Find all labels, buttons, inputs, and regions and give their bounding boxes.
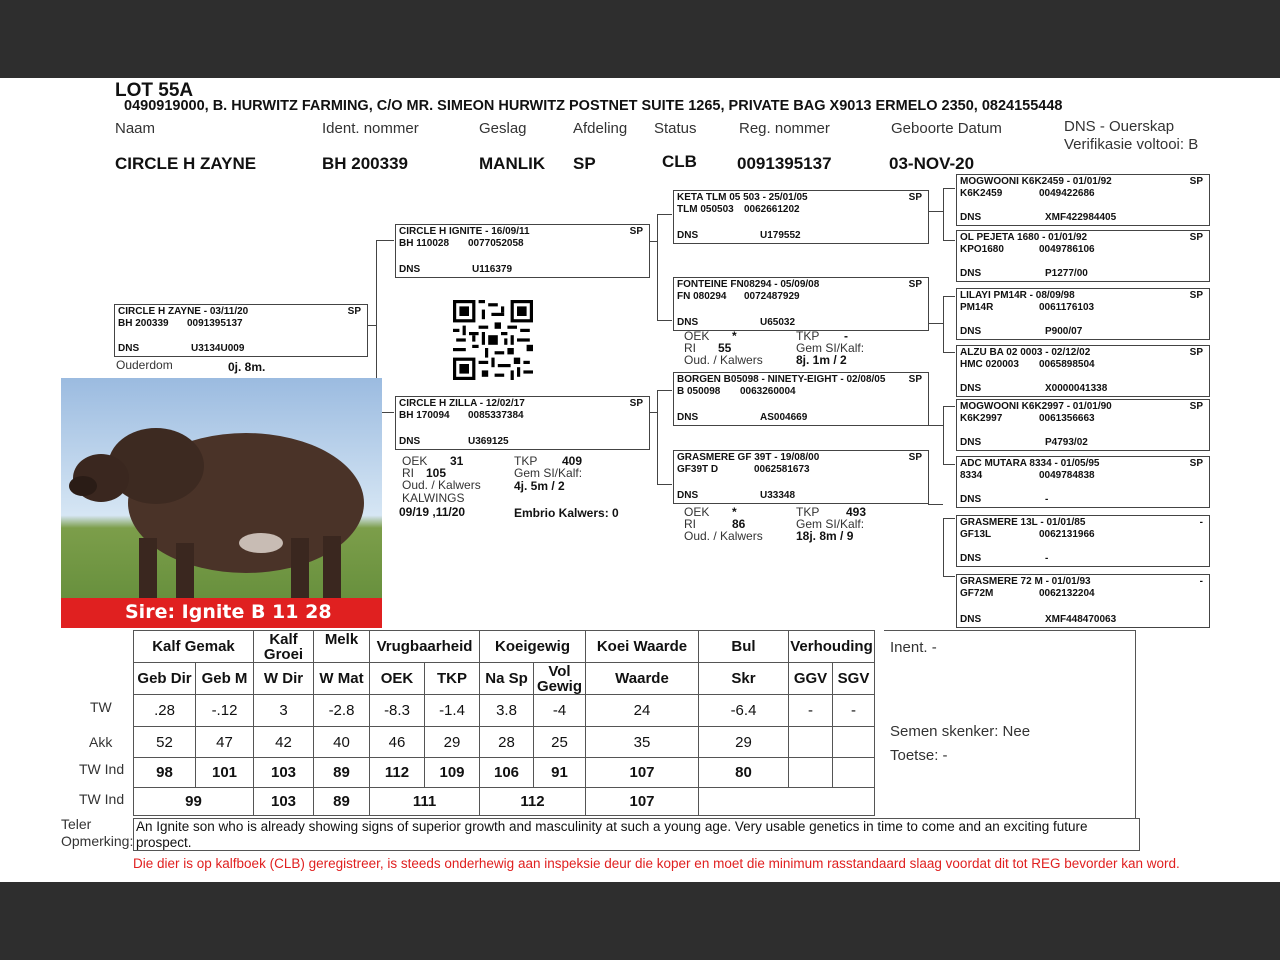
ggp-dns: P4793/02 [1045,437,1088,448]
animal-reg: 0091395137 [737,154,832,173]
ggp-dns: - [1045,553,1049,564]
connector [928,425,943,426]
ebv-col-header: GGV [789,663,833,695]
info-inent: Inent. - [890,639,937,656]
qr-code-icon [453,300,533,380]
ggp-name: LILAYI PM14R - 08/09/98 [960,290,1075,301]
ebv-col-header: OEK [370,663,425,695]
header-status: Status [654,120,697,137]
dam-tkp: 409 [562,454,583,468]
header-reg: Reg. nommer [739,120,830,137]
ebv-cell: 29 [699,727,789,758]
pedigree-ggp-box [956,515,1210,567]
ebv-cell: 111 [370,788,480,816]
ebv-col-header: Vol Gewig [534,663,586,695]
viewer-bottom-bar [0,882,1280,960]
ggp-dns-label: DNS [960,553,982,564]
ebv-cell: 25 [534,727,586,758]
ggp-id: 8334 [960,470,983,481]
ebv-cell: 40 [314,727,370,758]
ggp-id: K6K2997 [960,413,1003,424]
ggp-afdeling: SP [1189,290,1203,301]
ebv-col-header: Na Sp [480,663,534,695]
ebv-cell: -.12 [196,695,254,727]
ggp-id: GF13L [960,529,992,540]
ebv-cell: 3 [254,695,314,727]
ebv-col-header: TKP [425,663,480,695]
connector [657,390,658,484]
pedigree-sd-box: FONTEINE FN08294 - 05/09/08 SP FN 080294 0072487929 DNS U65032 [673,277,929,331]
ggp-name: GRASMERE 13L - 01/01/85 [960,517,1086,528]
pedigree-dd-box: GRASMERE GF 39T - 19/08/00 SP GF39T D 0062581673 DNS U33348 [673,450,929,504]
ggp-name: MOGWOONI K6K2997 - 01/01/90 [960,401,1112,412]
document-page [0,78,1280,882]
dd-ri: 86 [732,517,746,531]
group-koei-waarde: Koei Waarde [586,631,699,663]
ggp-dns: P1277/00 [1045,268,1088,279]
ebv-table [133,630,875,816]
dam-kalwings-label: KALWINGS [402,491,465,505]
ebv-cell: 98 [134,758,196,788]
connector [943,188,944,240]
ebv-col-header-row [134,663,875,695]
ebv-cell [789,758,833,788]
pedigree-subject-box: CIRCLE H ZAYNE - 03/11/20 SP BH 200339 0091395137 DNS U3134U009 [114,304,368,357]
ggp-id: HMC 020003 [960,359,1019,370]
animal-afdeling: SP [573,154,596,173]
connector [943,240,955,241]
info-box [884,630,1136,819]
ebv-cell: 47 [196,727,254,758]
animal-geslag: MANLIK [479,154,546,173]
connector [657,390,672,391]
ouderdom-label: Ouderdom [116,358,173,372]
ggp-id: KPO1680 [960,244,1004,255]
sd-ri-label: RI [684,341,696,355]
ebv-cell: 103 [254,788,314,816]
ebv-cell: 89 [314,758,370,788]
ebv-cell: 107 [586,758,699,788]
breeder-remarks: An Ignite son who is already showing signs of superior growth and masculinity at such a young age. Very usable genetics in time to come and an exciting future prospect. [133,818,1140,851]
sd-gem-label: Gem SI/Kalf: [796,341,865,355]
ggp-dns: XMF448470063 [1045,614,1117,625]
ebv-cell: 89 [314,788,370,816]
ebv-row-twind [134,758,875,788]
ebv-cell: .28 [134,695,196,727]
ggp-name: ALZU BA 02 0003 - 02/12/02 [960,347,1091,358]
connector [657,214,672,215]
dd-tkp-label: TKP [796,505,820,519]
connector [943,406,944,464]
ebv-col-header: Geb M [196,663,254,695]
header-verifikasie: Verifikasie voltooi: B [1064,136,1199,153]
ebv-cell: -2.8 [314,695,370,727]
dam-ri: 105 [426,466,447,480]
ebv-cell: -1.4 [425,695,480,727]
ebv-cell: 99 [134,788,254,816]
connector [928,211,943,212]
group-verhouding: Verhouding [789,631,875,663]
bull-image-icon [61,378,382,628]
dam-oek-label: OEK [402,454,428,468]
row-label-akk: Akk [89,734,113,750]
ebv-row-twind-2 [134,788,875,816]
ebv-col-header: W Dir [254,663,314,695]
ebv-cell: 80 [699,758,789,788]
connector [657,320,672,321]
pedigree-ggp-box [956,345,1210,397]
connector [943,518,944,576]
ggp-dns-label: DNS [960,268,982,279]
dam-ri-label: RI [402,466,414,480]
pedigree-ggp-box [956,456,1210,508]
ebv-cell: - [833,695,875,727]
bull-photo [61,378,382,628]
ebv-cell: -4 [534,695,586,727]
ggp-afdeling: SP [1189,458,1203,469]
ebv-cell: 46 [370,727,425,758]
ggp-name: GRASMERE 72 M - 01/01/93 [960,576,1091,587]
connector [943,464,955,465]
ebv-cell: 109 [425,758,480,788]
pedigree-ggp-box [956,399,1210,451]
ggp-reg: 0049422686 [1039,188,1095,199]
ggp-afdeling: SP [1189,176,1203,187]
group-kalf-gemak: Kalf Gemak [134,631,254,663]
ggp-afdeling: - [1199,576,1203,587]
ggp-dns: - [1045,494,1049,505]
connector [943,406,955,407]
animal-status: CLB [662,152,697,171]
ggp-dns-label: DNS [960,212,982,223]
connector [943,352,955,353]
header-ident: Ident. nommer [322,120,419,137]
ebv-col-header: W Mat [314,663,370,695]
ggp-afdeling: SP [1189,401,1203,412]
animal-ident: BH 200339 [322,154,409,173]
dd-tkp: 493 [846,505,867,519]
ebv-col-header: Waarde [586,663,699,695]
ggp-afdeling: SP [1189,232,1203,243]
ebv-cell [789,727,833,758]
ebv-col-header: Skr [699,663,789,695]
ggp-dns-label: DNS [960,437,982,448]
ebv-cell: 29 [425,727,480,758]
ebv-cell: 42 [254,727,314,758]
dam-gem-label: Gem SI/Kalf: [514,466,583,480]
ebv-cell: 35 [586,727,699,758]
connector [928,323,943,324]
ggp-reg: 0061176103 [1039,302,1095,313]
ggp-reg: 0049786106 [1039,244,1095,255]
dam-oud: 4j. 5m / 2 [514,479,565,493]
pedigree-ggp-box [956,174,1210,226]
pedigree-ggp-box [956,288,1210,340]
lot-title: LOT 55A [115,80,194,101]
header-afdeling: Afdeling [573,120,628,137]
ebv-col-header: Geb Dir [134,663,196,695]
row-label-twind-2: TW Ind [79,791,125,807]
ggp-reg: 0062132204 [1039,588,1095,599]
ebv-cell: 28 [480,727,534,758]
ebv-cell: 91 [534,758,586,788]
connector [928,504,943,505]
pedigree-sire-box: CIRCLE H IGNITE - 16/09/11 SP BH 110028 0077052058 DNS U116379 [395,224,650,278]
header-geslag: Geslag [479,120,527,137]
dd-oek: * [732,505,737,519]
ggp-reg: 0065898504 [1039,359,1095,370]
sd-oek: * [732,329,737,343]
owner-line: 0490919000, B. HURWITZ FARMING, C/O MR. SIMEON HURWITZ POSTNET SUITE 1265, PRIVATE BAG X9013 ERMELO 2350, 0824155448 [124,98,1063,114]
pedigree-ds-box: BORGEN B05098 - NINETY-EIGHT - 02/08/05 SP B 050098 0063260004 DNS AS004669 [673,372,929,426]
registration-note: Die dier is op kalfboek (CLB) geregistreer, is steeds onderhewig aan inspeksie deur die koper en moet die minimum rasstandaard slaag voordat dit tot REG bevorder kan word. [133,856,1180,871]
group-bul: Bul [699,631,789,663]
sd-oud: 8j. 1m / 2 [796,353,847,367]
info-semen: Semen skenker: Nee [890,723,1031,740]
row-label-twind: TW Ind [79,761,125,777]
connector [943,296,944,352]
ebv-row-akk [134,727,875,758]
dd-oud: 18j. 8m / 9 [796,529,854,543]
dam-kalwings: 09/19 ,11/20 [399,505,466,519]
remarks-label-opmerking: Opmerking: [61,833,134,849]
group-vrugbaarheid: Vrugbaarheid [370,631,480,663]
ggp-reg: 0062131966 [1039,529,1095,540]
group-melk: Melk [314,631,370,663]
pedigree-ss-box: KETA TLM 05 503 - 25/01/05 SP TLM 050503 0062661202 DNS U179552 [673,190,929,244]
ggp-dns-label: DNS [960,494,982,505]
group-koeigewig: Koeigewig [480,631,586,663]
connector [943,188,955,189]
ggp-dns: X0000041338 [1045,383,1108,394]
ebv-cell: -6.4 [699,695,789,727]
connector [943,518,955,519]
ggp-name: MOGWOONI K6K2459 - 01/01/92 [960,176,1112,187]
ebv-cell: 107 [586,788,699,816]
dd-ri-label: RI [684,517,696,531]
ggp-afdeling: - [1199,517,1203,528]
connector [657,214,658,320]
header-geboorte: Geboorte Datum [891,120,1002,137]
sd-tkp: - [844,329,848,343]
sd-oek-label: OEK [684,329,710,343]
sd-tkp-label: TKP [796,329,820,343]
header-naam: Naam [115,120,156,137]
header-dns: DNS - Ouerskap [1064,118,1175,135]
ebv-cell: 101 [196,758,254,788]
ggp-name: ADC MUTARA 8334 - 01/05/95 [960,458,1100,469]
dam-tkp-label: TKP [514,454,538,468]
ebv-cell: 106 [480,758,534,788]
connector [943,576,955,577]
connector [657,484,672,485]
ggp-reg: 0049784838 [1039,470,1095,481]
sd-ri: 55 [718,341,732,355]
ggp-id: K6K2459 [960,188,1003,199]
pedigree-ggp-box [956,230,1210,282]
info-toetse: Toetse: - [890,747,948,764]
ebv-cell [833,758,875,788]
ebv-row-tw [134,695,875,727]
ebv-cell: -8.3 [370,695,425,727]
ggp-reg: 0061356663 [1039,413,1095,424]
dd-oud-label: Oud. / Kalwers [684,529,763,543]
ggp-dns-label: DNS [960,383,982,394]
viewer-top-bar [0,0,1280,78]
ggp-name: OL PEJETA 1680 - 01/01/92 [960,232,1088,243]
ebv-cell: 24 [586,695,699,727]
dam-oek: 31 [450,454,464,468]
ebv-cell: 112 [480,788,586,816]
group-kalf-groei: Kalf Groei [254,631,314,663]
remarks-label-teler: Teler [61,816,92,832]
ggp-id: PM14R [960,302,994,313]
ggp-afdeling: SP [1189,347,1203,358]
ouderdom-value: 0j. 8m. [228,360,266,374]
connector [376,240,394,241]
ebv-cell: - [789,695,833,727]
ebv-cell [833,727,875,758]
connector [943,296,955,297]
ggp-dns-label: DNS [960,614,982,625]
ggp-dns-label: DNS [960,326,982,337]
pedigree-dam-box: CIRCLE H ZILLA - 12/02/17 SP BH 170094 0085337384 DNS U369125 [395,396,650,450]
dam-embrio: Embrio Kalwers: 0 [514,506,619,520]
ebv-cell [699,788,875,816]
sd-oud-label: Oud. / Kalwers [684,353,763,367]
ebv-col-header: SGV [833,663,875,695]
dd-gem-label: Gem SI/Kalf: [796,517,865,531]
pedigree-ggp-box [956,574,1210,628]
ggp-dns: XMF422984405 [1045,212,1117,223]
ebv-cell: 103 [254,758,314,788]
sire-banner: Sire: Ignite B 11 28 [61,598,382,628]
ebv-cell: 112 [370,758,425,788]
ggp-id: GF72M [960,588,994,599]
ggp-dns: P900/07 [1045,326,1083,337]
row-label-tw: TW [90,699,112,715]
dam-oud-label: Oud. / Kalwers [402,478,481,492]
ebv-cell: 52 [134,727,196,758]
animal-geboorte: 03-NOV-20 [889,154,975,173]
dd-oek-label: OEK [684,505,710,519]
animal-name: CIRCLE H ZAYNE [115,154,257,173]
ebv-cell: 3.8 [480,695,534,727]
